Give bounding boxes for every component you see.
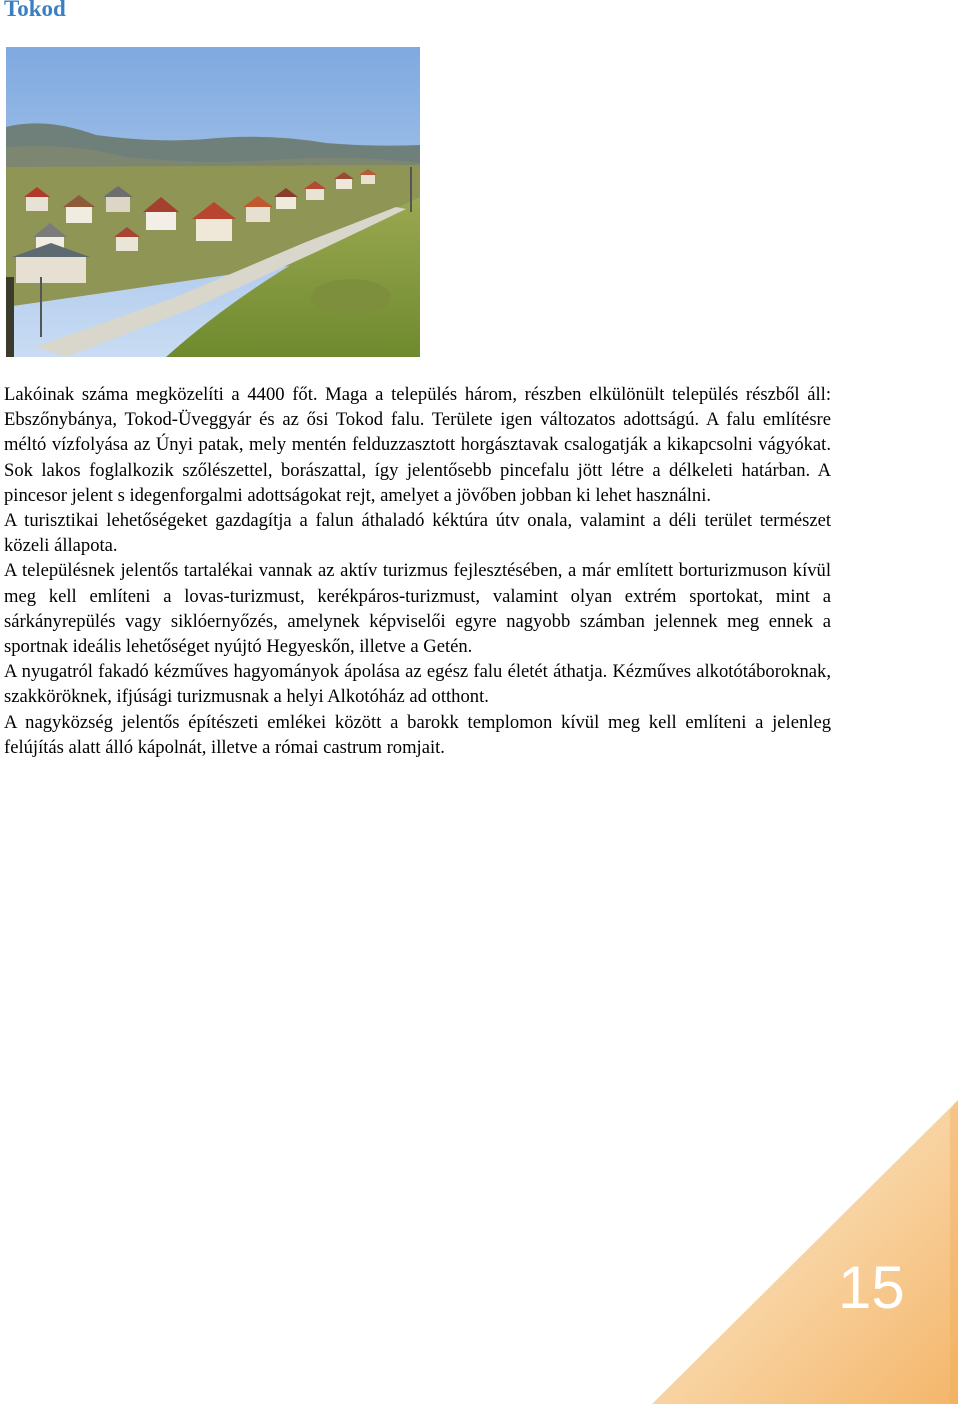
page-title: Tokod: [4, 0, 66, 21]
paragraph-active-tourism: A településnek jelentős tartalékai vannak az aktív turizmus fejlesztésében, a már említett borturizmuson kívül meg kell említeni a lovas-turizmust, kerékpáros-turizmust, valamint olyan extrém sportokat, mint a sárkányrepülés vagy siklóernyőzés, amelynek képviselői egyre nagyobb számban jelennek meg ennek a sportnak ideális lehetőséget nyújtó Hegyeskőn, illetve a Getén.: [4, 560, 831, 658]
paragraph-population: Lakóinak száma megközelíti a 4400 főt. Maga a település három, részben elkülönült település részből áll: Ebszőnybánya, Tokod-Üveggyár és az ősi Tokod falu. Területe igen változatos adottságú. A falu említésre méltó vízfolyása az Únyi patak, mely mentén felduzzasztott horgásztavak csalogatják a kikapcsolni vágyókat. Sok lakos foglalkozik szőlészettel, borászattal, így jelentősebb pincefalu jött létre a délkeleti határban. A pincesor jelent s idegenforgalmi adottságokat rejt, amelyet a jövőben jobban ki lehet használni.: [4, 384, 831, 506]
paragraph-monuments: A nagyközség jelentős építészeti emlékei között a barokk templomon kívül meg kell említeni a jelenleg felújítás alatt álló kápolnát, illetve a római castrum romjait.: [4, 711, 831, 758]
body-text: [4, 382, 831, 760]
page-corner-decoration: [650, 1100, 960, 1404]
paragraph-crafts: A nyugatról fakadó kézműves hagyományok ápolása az egész falu életét áthatja. Kézműves alkotótáboroknak, szakköröknek, ifjúsági turizmusnak a helyi Alkotóház ad otthont.: [4, 661, 831, 708]
village-photo: [6, 47, 420, 357]
paragraph-tourism-opportunities: A turisztikai lehetőségeket gazdagítja a falun áthaladó kéktúra útv onala, valamint a déli terület természet közeli állapota.: [4, 510, 831, 557]
page-number: 15: [838, 1254, 905, 1321]
